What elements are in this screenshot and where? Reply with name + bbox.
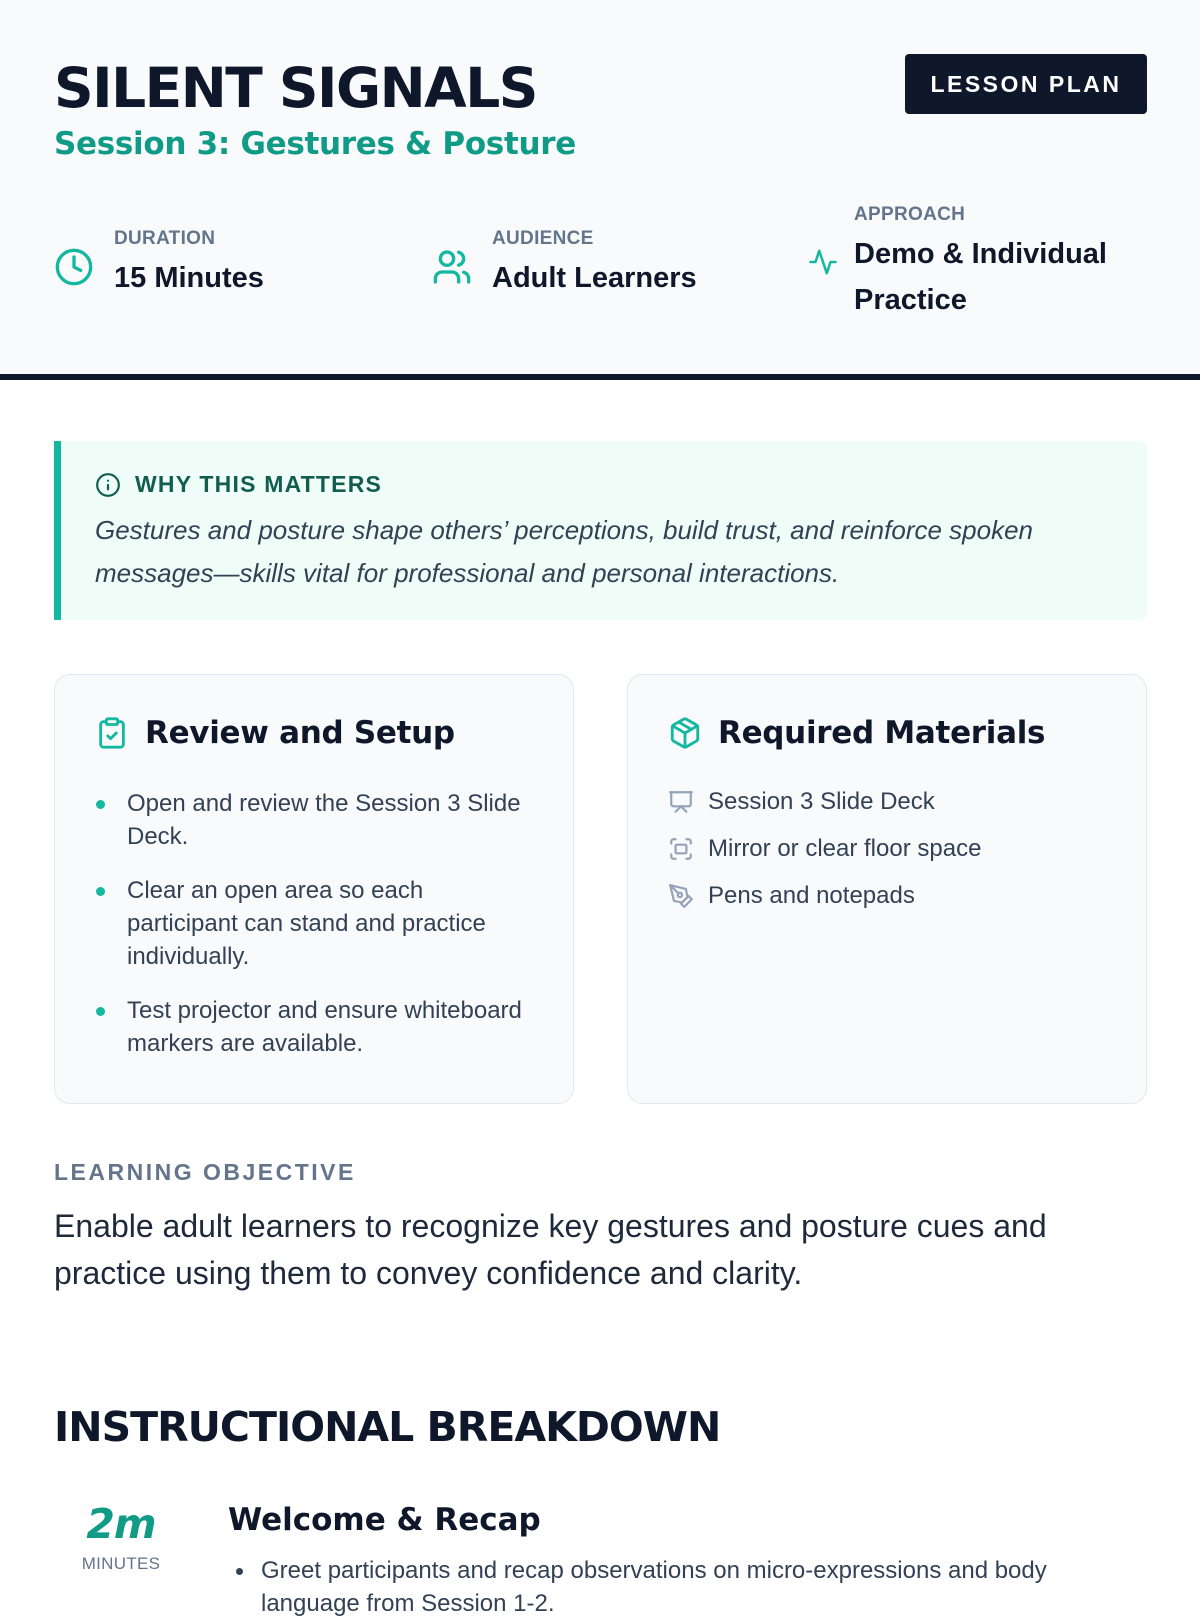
step-duration [54, 1500, 188, 1574]
meta-approach-value: Demo & Individual Practice [854, 238, 1107, 316]
scan-icon [668, 836, 694, 862]
meta-approach [808, 203, 1154, 323]
step-title: Welcome & Recap [228, 1502, 541, 1538]
list-item [668, 879, 981, 913]
list-item: Test projector and ensure whiteboard markers are available. [95, 994, 535, 1060]
why-label: WHY THIS MATTERS [135, 471, 383, 497]
required-materials-title: Required Materials [718, 715, 1046, 751]
why-this-matters-callout [54, 441, 1147, 620]
materials-list [668, 785, 981, 926]
step-minutes-value: 2m [86, 1500, 156, 1548]
meta-audience-label: AUDIENCE [492, 228, 594, 249]
list-item: Clear an open area so each participant can stand and practice individually. [95, 874, 535, 973]
lesson-plan-badge: LESSON PLAN [905, 54, 1147, 114]
info-icon [95, 472, 121, 498]
review-setup-heading [95, 715, 455, 751]
presentation-icon [668, 789, 694, 815]
review-setup-card [54, 674, 574, 1104]
page-title: SILENT SIGNALS [54, 56, 537, 120]
clipboard-check-icon [95, 716, 129, 750]
list-item [668, 832, 981, 866]
users-icon [432, 247, 472, 287]
why-heading [95, 471, 382, 498]
step-list [228, 1554, 1128, 1620]
activity-icon [808, 247, 838, 277]
why-text: Gestures and posture shape others’ perceptions, build trust, and reinforce spoken messages—skills vital for professional and personal interactions. [95, 515, 1034, 588]
review-setup-title: Review and Setup [145, 715, 455, 751]
breakdown-title: INSTRUCTIONAL BREAKDOWN [54, 1403, 721, 1451]
objective-label: LEARNING OBJECTIVE [54, 1159, 356, 1185]
material-label: Mirror or clear floor space [708, 835, 982, 862]
pen-icon [668, 883, 694, 909]
setup-list [95, 787, 535, 1081]
meta-duration [54, 227, 264, 301]
step-minutes-unit: MINUTES [81, 1554, 161, 1573]
package-icon [668, 716, 702, 750]
required-materials-card [627, 674, 1147, 1104]
page-header [0, 0, 1200, 380]
meta-duration-label: DURATION [114, 228, 216, 249]
clock-icon [54, 247, 94, 287]
material-label: Pens and notepads [708, 882, 915, 909]
meta-audience-value: Adult Learners [492, 262, 697, 294]
material-label: Session 3 Slide Deck [708, 788, 935, 815]
required-materials-heading [668, 715, 1045, 751]
meta-duration-value: 15 Minutes [114, 262, 264, 294]
objective-text: Enable adult learners to recognize key gestures and posture cues and practice using them to convey confidence and clarity. [54, 1208, 1047, 1291]
list-item: Open and review the Session 3 Slide Deck. [95, 787, 535, 853]
meta-approach-label: APPROACH [854, 204, 966, 225]
list-item [668, 785, 981, 819]
list-item: Greet participants and recap observations on micro-expressions and body language from Session 1-2. [228, 1554, 1128, 1620]
meta-audience [432, 227, 697, 301]
session-subtitle: Session 3: Gestures & Posture [54, 126, 576, 162]
